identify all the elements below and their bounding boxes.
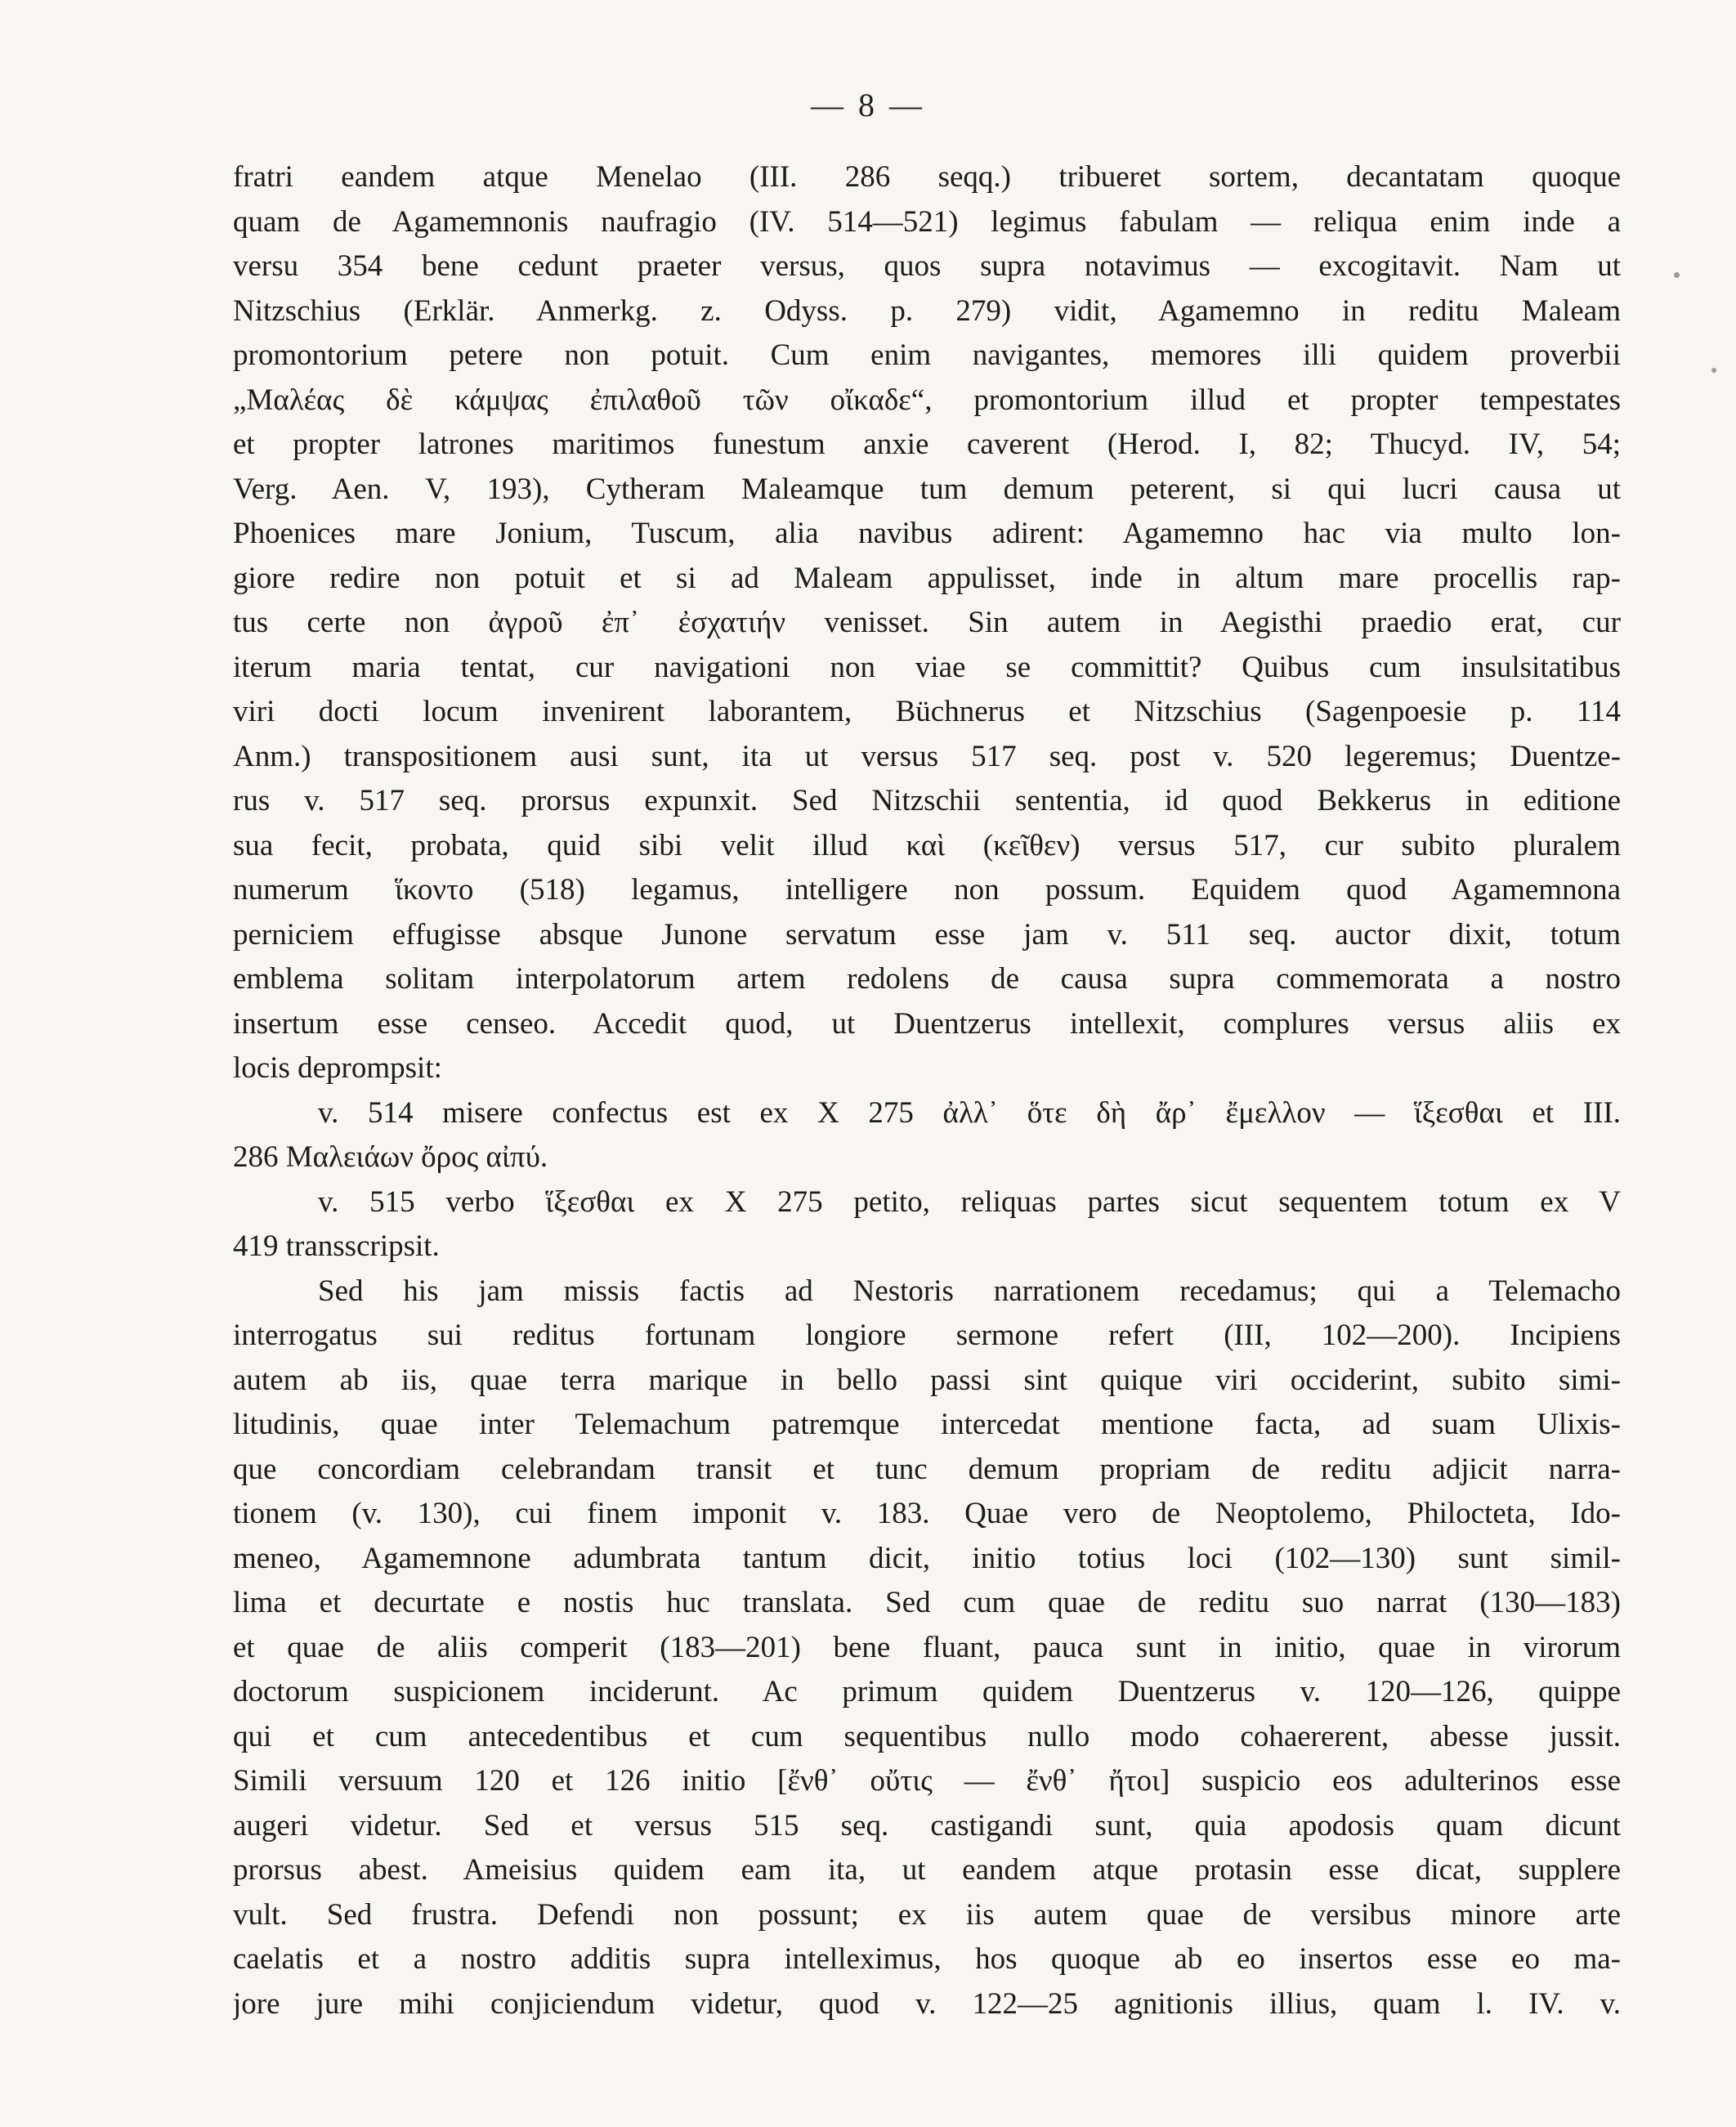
text-line: Anm.) transpositionem ausi sunt, ita ut versus 517 seq. post v. 520 legeremus; Duentze-: [233, 739, 1621, 773]
text-line: numerum ἵκοντο (518) legamus, intelligere non possum. Equidem quod Agamemnona: [233, 873, 1621, 907]
text-line: 286 Μαλειάων ὄρος αἰπύ.: [233, 1140, 548, 1174]
text-line: insertum esse censeo. Accedit quod, ut Duentzerus intellexit, complures versus aliis ex: [233, 1006, 1621, 1041]
text-line: litudinis, quae inter Telemachum patremque intercedat mentione facta, ad suam Ulixis-: [233, 1408, 1621, 1441]
scan-speck: [1674, 272, 1680, 278]
text-line: tus certe non ἀγροῦ ἐπ᾽ ἐσχατιήν venisset. Sin autem in Aegisthi praedio erat, cur: [233, 606, 1621, 639]
body-text: [233, 155, 1621, 2026]
text-line: perniciem effugisse absque Junone servatum esse jam v. 511 seq. auctor dixit, totum: [233, 917, 1621, 952]
text-line: iterum maria tentat, cur navigationi non viae se committit? Quibus cum insulsitatibus: [233, 650, 1621, 684]
text-line: et propter latrones maritimos funestum anxie caverent (Herod. I, 82; Thucyd. IV, 54;: [233, 428, 1621, 461]
scan-speck: [1711, 368, 1716, 373]
text-line: doctorum suspicionem inciderunt. Ac primum quidem Duentzerus v. 120—126, quippe: [233, 1675, 1621, 1708]
text-line: caelatis et a nostro additis supra intelleximus, hos quoque ab eo insertos esse eo ma-: [233, 1942, 1621, 1976]
text-line: prorsus abest. Ameisius quidem eam ita, ut eandem atque protasin esse dicat, supplere: [233, 1853, 1621, 1887]
text-line: sua fecit, probata, quid sibi velit illud καὶ (κεῖθεν) versus 517, cur subito pluralem: [233, 828, 1621, 862]
text-line: Nitzschius (Erklär. Anmerkg. z. Odyss. p. 279) vidit, Agamemno in reditu Maleam: [233, 293, 1621, 328]
text-line: Phoenices mare Jonium, Tuscum, alia navibus adirent: Agamemno hac via multo lon-: [233, 517, 1621, 550]
text-line: quam de Agamemnonis naufragio (IV. 514—521) legimus fabulam — reliqua enim inde a: [233, 204, 1621, 239]
text-line: viri docti locum invenirent laborantem, Büchnerus et Nitzschius (Sagenpoesie p. 114: [233, 695, 1621, 728]
text-line: „Μαλέας δὲ κάμψας ἐπιλαθοῦ τῶν οἴκαδε“, promontorium illud et propter tempestates: [233, 383, 1621, 417]
text-line: meneo, Agamemnone adumbrata tantum dicit, initio totius loci (102—130) sunt simil-: [233, 1541, 1621, 1575]
text-line: vult. Sed frustra. Defendi non possunt; ex iis autem quae de versibus minore arte: [233, 1897, 1621, 1932]
text-line: Verg. Aen. V, 193), Cytheram Maleamque tum demum peterent, si qui lucri causa ut: [233, 472, 1621, 506]
text-line: lima et decurtate e nostis huc translata. Sed cum quae de reditu suo narrat (130—183): [233, 1586, 1621, 1619]
text-line: qui et cum antecedentibus et cum sequentibus nullo modo cohaererent, abesse jussit.: [233, 1719, 1621, 1753]
text-line: rus v. 517 seq. prorsus expunxit. Sed Nitzschii sententia, id quod Bekkerus in editione: [233, 784, 1621, 817]
text-line: tionem (v. 130), cui finem imponit v. 183. Quae vero de Neoptolemo, Philocteta, Ido-: [233, 1497, 1621, 1530]
text-line: v. 515 verbo ἵξεσθαι ex X 275 petito, reliquas partes sicut sequentem totum ex V: [318, 1184, 1621, 1219]
text-line: fratri eandem atque Menelao (III. 286 seqq.) tribueret sortem, decantatam quoque: [233, 160, 1621, 194]
text-line: interrogatus sui reditus fortunam longiore sermone refert (III, 102—200). Incipiens: [233, 1319, 1621, 1352]
text-line: Sed his jam missis factis ad Nestoris narrationem recedamus; qui a Telemacho: [318, 1274, 1621, 1308]
text-line: jore jure mihi conjiciendum videtur, quod v. 122—25 agnitionis illius, quam l. IV. v.: [233, 1986, 1621, 2021]
text-line: que concordiam celebrandam transit et tunc demum propriam de reditu adjicit narra-: [233, 1452, 1621, 1486]
text-line: v. 514 misere confectus est ex X 275 ἀλλ᾽ ὅτε δὴ ἄρ᾽ ἔμελλον — ἵξεσθαι et III.: [318, 1095, 1621, 1130]
text-line: autem ab iis, quae terra marique in bello passi sint quique viri occiderint, subito simi-: [233, 1363, 1621, 1397]
text-line: emblema solitam interpolatorum artem redolens de causa supra commemorata a nostro: [233, 962, 1621, 996]
text-line: locis deprompsit:: [233, 1051, 442, 1085]
text-line: versu 354 bene cedunt praeter versus, quos supra notavimus — excogitavit. Nam ut: [233, 249, 1621, 283]
text-line: et quae de aliis comperit (183—201) bene fluant, pauca sunt in initio, quae in virorum: [233, 1630, 1621, 1664]
text-line: augeri videtur. Sed et versus 515 seq. castigandi sunt, quia apodosis quam dicunt: [233, 1808, 1621, 1843]
text-line: giore redire non potuit et si ad Maleam appulisset, inde in altum mare procellis rap-: [233, 561, 1621, 595]
text-line: Simili versuum 120 et 126 initio [ἔνθ᾽ οὔτις — ἔνθ᾽ ἤτοι] suspicio eos adulterinos esse: [233, 1764, 1621, 1798]
text-line: 419 transscripsit.: [233, 1229, 440, 1263]
page-number: — 8 —: [811, 87, 925, 123]
text-line: promontorium petere non potuit. Cum enim navigantes, memores illi quidem proverbii: [233, 338, 1621, 372]
